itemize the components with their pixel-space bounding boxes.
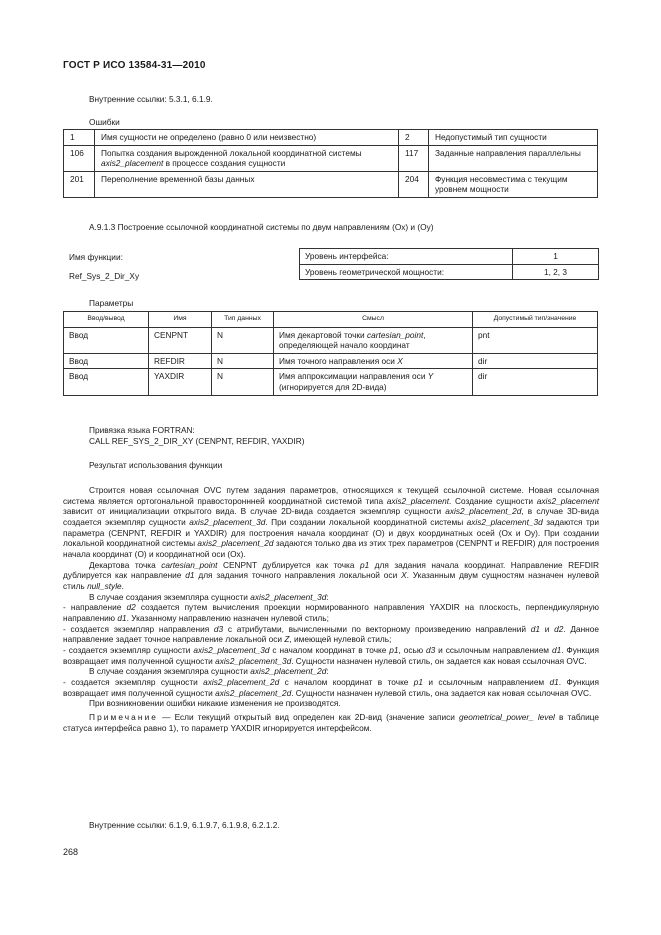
error-code: 1: [64, 130, 95, 146]
error-description: Имя сущности не определено (равно 0 или неизвестно): [95, 130, 399, 146]
paragraph: В случае создания экземпляра сущности axis2_placement_2d:: [89, 666, 329, 677]
table-header-row: [64, 312, 598, 328]
table-row: [64, 327, 598, 353]
section-title: А.9.1.3 Построение ссылочной координатной системы по двум направлениям (Ох) и (Оу): [89, 222, 434, 232]
param-io: Ввод: [64, 353, 149, 369]
param-type: N: [212, 353, 274, 369]
error-description: Попытка создания вырожденной локальной координатной системы axis2_placement в процессе создания сущности: [95, 145, 399, 171]
paragraph: - создается экземпляр сущности axis2_placement_3d с началом координат в точке p1, осью d3 и ссылочным направлением d1. Функция возвращает имя полученной сущности axis2_placement_3d. Сущности назначен нулевой стиль, он задается как новая ссылочная OVC.: [63, 645, 599, 666]
params-table: [63, 311, 598, 396]
error-description: Недопустимый тип сущности: [429, 130, 598, 146]
param-io: Ввод: [64, 327, 149, 353]
param-value: dir: [473, 369, 598, 395]
paragraph: - создается экземпляр сущности axis2_placement_2d с началом координат в точке p1 и ссылочным направлением d1. Функция возвращает имя полученной сущности axis2_placement_2d. Сущности назначен нулевой стиль, она задается как новая ссылочная OVC.: [63, 677, 600, 698]
param-meaning: Имя аппроксимации направления оси Y (игнорируется для 2D-вида): [274, 369, 473, 395]
interface-level-label: Уровень интерфейса:: [300, 249, 513, 265]
errors-label: Ошибки: [89, 117, 120, 127]
table-row: [64, 130, 598, 146]
errors-table: [63, 129, 598, 198]
error-code: 117: [399, 145, 429, 171]
param-io: Ввод: [64, 369, 149, 395]
interface-level-value: 1: [513, 249, 599, 265]
function-levels-table: [299, 248, 599, 280]
column-header: Допустимый тип/значение: [473, 312, 598, 328]
paragraph: - создается экземпляр направления d3 с атрибутами, вычисленными по векторному произведению направлений d1 и d2. Данное направление задает точное направление локальной оси Z, имеющей нулевой стиль;: [63, 623, 599, 645]
table-row: [64, 145, 598, 171]
error-description: Функция несовместима с текущим уровнем мощности: [429, 171, 598, 197]
params-label: Параметры: [89, 298, 134, 308]
error-code: 201: [64, 171, 95, 197]
standard-header: ГОСТ Р ИСО 13584-31—2010: [63, 60, 206, 71]
error-code: 2: [399, 130, 429, 146]
table-row: [300, 264, 599, 280]
paragraph: - направление d2 создается путем вычисления проекции нормированного направления YAXDIR на плоскость, перпендикулярную направлению d1. Указанному направлению назначен нулевой стиль;: [63, 602, 599, 624]
fortran-label: Привязка языка FORTRAN:: [89, 425, 195, 435]
column-header: Тип данных: [212, 312, 274, 328]
function-name-label: Имя функции:: [69, 252, 123, 262]
paragraph: Декартова точка cartesian_point CENPNT дублируется как точка p1 для задания начала координат. Направление REFDIR дублируется как направление d1 для задания точного направления локальной оси X. Указанным двум сущностям назначен нулевой стиль null_style.: [63, 559, 599, 592]
table-row: [64, 171, 598, 197]
column-header: Смысл: [274, 312, 473, 328]
param-meaning: Имя точного направления оси X: [274, 353, 473, 369]
param-name: YAXDIR: [149, 369, 212, 395]
param-value: pnt: [473, 327, 598, 353]
paragraph: При возникновении ошибки никакие изменения не производятся.: [89, 698, 341, 709]
error-description: Заданные направления параллельны: [429, 145, 598, 171]
param-meaning: Имя декартовой точки cartesian_point, определяющей начало координат: [274, 327, 473, 353]
geom-level-label: Уровень геометрической мощности:: [300, 264, 513, 280]
function-description: [63, 485, 599, 733]
internal-links-bottom: Внутренние ссылки: 6.1.9, 6.1.9.7, 6.1.9.8, 6.2.1.2.: [89, 820, 280, 830]
page-number: 268: [63, 847, 79, 857]
table-row: [64, 369, 598, 395]
error-code: 204: [399, 171, 429, 197]
internal-links-top: Внутренние ссылки: 5.3.1, 6.1.9.: [89, 94, 213, 104]
param-name: CENPNT: [149, 327, 212, 353]
geom-level-value: 1, 2, 3: [513, 264, 599, 280]
column-header: Ввод/вывод: [64, 312, 149, 328]
note: Примечание — Если текущий открытый вид определен как 2D-вид (значение записи geometrical_power_ level в таблице статуса интерфейса равно 1), то параметр YAXDIR игнорируется интерфейсом.: [63, 712, 599, 733]
column-header: Имя: [149, 312, 212, 328]
paragraph: В случае создания экземпляра сущности axis2_placement_3d:: [89, 591, 329, 602]
param-name: REFDIR: [149, 353, 212, 369]
param-type: N: [212, 327, 274, 353]
table-row: [300, 249, 599, 265]
fortran-call: CALL REF_SYS_2_DIR_XY (CENPNT, REFDIR, YAXDIR): [89, 436, 305, 446]
param-type: N: [212, 369, 274, 395]
table-row: [64, 353, 598, 369]
error-code: 106: [64, 145, 95, 171]
function-name: Ref_Sys_2_Dir_Xy: [69, 271, 140, 281]
paragraph: Строится новая ссылочная OVC путем задания параметров, относящихся к текущей ссылочной системе. Новая ссылочная система является ортогональной правостороннней координатной системой типа axis2_placement. Создание сущности axis2_placement зависит от инициализации открытого вида. В случае 2D-вида создается экземпляр сущности axis2_placement_2d, в случае 3D-вида создается экземпляр сущности axis2_placement_3d. При создании локальной координатной системы axis2_placement_3d задаются три параметра (CENPNT, REFDIR и YAXDIR) для построения начала координат (О) и двух координатных осей (Ох и Оу). При создании локальной координатной системы axis2_placement_2d задаются только два из этих трех параметров (CENPNT и REFDIR) для построения начала координат (О) и координатной оси (Ох).: [63, 485, 600, 560]
error-description: Переполнение временной базы данных: [95, 171, 399, 197]
param-value: dir: [473, 353, 598, 369]
result-label: Результат использования функции: [89, 460, 223, 470]
